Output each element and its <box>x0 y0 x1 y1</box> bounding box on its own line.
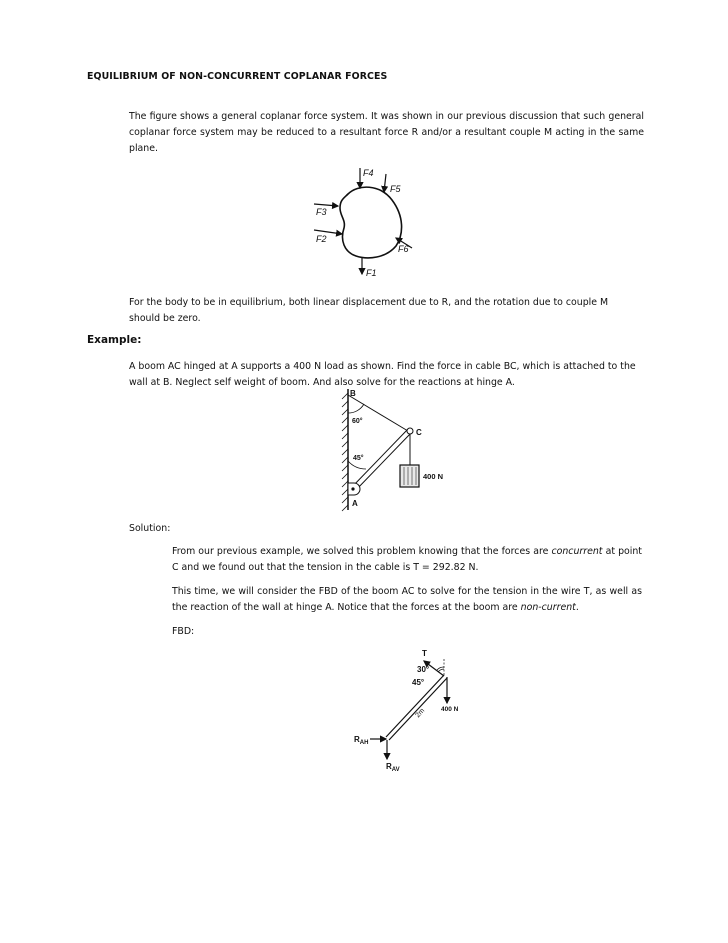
cable-bc <box>348 395 408 431</box>
label-reaction-v: $R_{AV}$ <box>386 762 400 773</box>
solution-paragraph-1: From our previous example, we solved this problem knowing that the forces are concurrent at point C and we found out that the tension in the cable is T = 292.82 N. <box>172 546 642 573</box>
fbd-figure <box>340 645 490 775</box>
fbd-boom-edge-2 <box>389 678 447 740</box>
example-problem-text: A boom AC hinged at A supports a 400 N load as shown. Find the force in cable BC, which is attached to the wall at B. Neglect self weight of boom. And also solve for the reactions at hinge A. <box>129 361 636 388</box>
wall-hatching <box>342 389 348 511</box>
label-length: 2m <box>414 707 427 720</box>
emphasis-concurrent: concurrent <box>551 546 603 557</box>
joint-c <box>407 428 413 434</box>
label-f4: F4 <box>363 168 374 178</box>
rigid-body-outline <box>340 187 402 258</box>
force-f3-arrow <box>314 204 338 206</box>
label-angle-45: 45° <box>353 455 364 462</box>
solution-paragraph-2: This time, we will consider the FBD of the boom AC to solve for the tension in the wire T, as well as the reaction of the wall at hinge A. Notice that the forces at the boom are non-current. <box>172 586 642 613</box>
boom-figure <box>328 385 458 515</box>
label-tension: T <box>422 649 427 658</box>
label-angle-45: 45° <box>412 678 425 687</box>
angle-arc-45 <box>348 461 366 469</box>
label-b: B <box>350 389 356 398</box>
example-heading: Example: <box>87 334 142 346</box>
label-a: A <box>352 499 358 508</box>
label-load: 400 N <box>441 706 459 713</box>
solution-label: Solution: <box>129 523 171 534</box>
angle-arc-60 <box>348 404 364 413</box>
label-angle-30: 30° <box>417 665 430 674</box>
equilibrium-paragraph: For the body to be in equilibrium, both linear displacement due to R, and the rotation due to couple M should be zero. <box>129 297 609 324</box>
page-title: EQUILIBRIUM OF NON-CONCURRENT COPLANAR FORCES <box>87 71 388 82</box>
label-f3: F3 <box>316 207 327 217</box>
label-f2: F2 <box>316 234 327 244</box>
label-angle-60: 60° <box>352 418 363 425</box>
label-c: C <box>416 428 422 437</box>
label-load: 400 N <box>423 472 444 481</box>
label-reaction-h: $R_{AH}$ <box>354 735 369 746</box>
fbd-label: FBD: <box>172 626 195 637</box>
label-f5: F5 <box>390 184 401 194</box>
label-f1: F1 <box>366 268 377 278</box>
angle-arc-45 <box>438 669 444 672</box>
coplanar-force-figure <box>300 160 420 280</box>
force-f5-arrow <box>384 174 386 192</box>
label-f6: F6 <box>398 244 409 254</box>
intro-paragraph: The figure shows a general coplanar force system. It was shown in our previous discussion that such general coplanar force system may be reduced to a resultant force R and/or a resultant couple M acting in the same plane. <box>129 111 644 154</box>
emphasis-non-current: non-current <box>520 602 576 613</box>
